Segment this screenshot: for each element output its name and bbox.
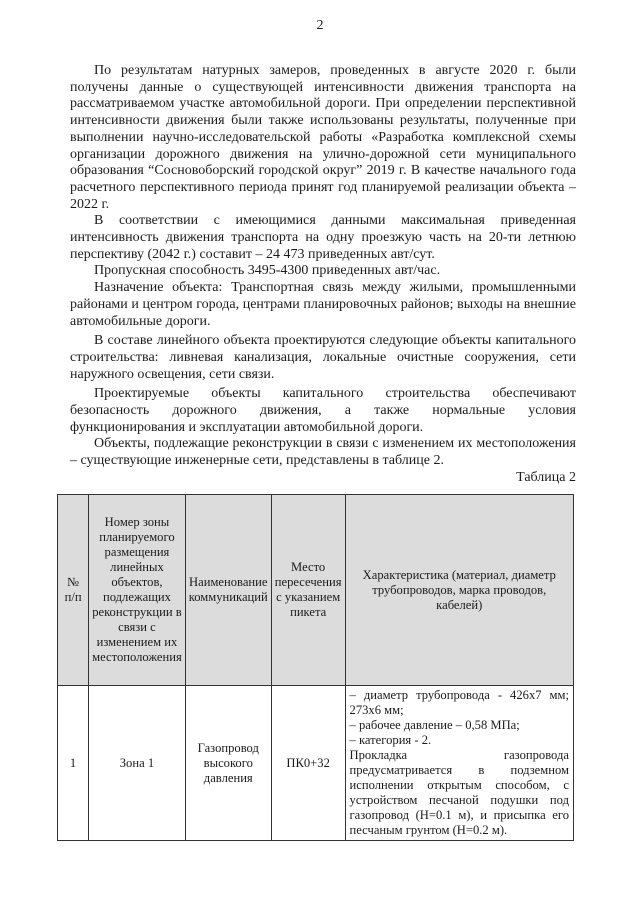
paragraph-relocation: Объекты, подлежащие реконструкции в связи с изменением их местоположения – существующие инженерные сети, представлены в таблице 2. xyxy=(70,436,576,469)
header-crossing-place: Место пересечения с указанием пикета xyxy=(271,495,345,686)
cell-crossing-place: ПК0+32 xyxy=(271,686,345,841)
paragraph-traffic-survey: По результатам натурных замеров, проведенных в августе 2020 г. были получены данные о существующей интенсивности движения транспорта на рассматриваемом участке автомобильной дороги. При определении перспективной интенсивности движения были также использованы результаты, полученные при выполнении научно-исследовательской работы «Разработка комплексной схемы организации дорожного движения на улично-дорожной сети муниципального образования “Сосновоборский городской округ” 2019 г. В качестве начального года расчетного перспективного периода принят год планируемой реализации объекта – 2022 г. xyxy=(70,63,576,212)
cell-number: 1 xyxy=(58,686,89,841)
characteristic-category: – категория - 2. xyxy=(349,733,432,747)
header-characteristics: Характеристика (материал, диаметр трубопроводов, марка проводов, кабелей) xyxy=(345,495,573,686)
cell-characteristics xyxy=(345,686,573,841)
characteristic-installation: Прокладка газопровода предусматривается в подземном исполнении открытым способом, с устройством песчаной подушки под газопровод (Н=0.1 м), и присыпка его песчаным грунтом (Н=0.2 м). xyxy=(349,748,569,837)
paragraph-composition: В составе линейного объекта проектируются следующие объекты капитального строительства: ливневая канализация, локальные очистные сооружения, сети наружного освещения, сети связи. xyxy=(70,333,576,382)
page-number: 2 xyxy=(316,18,324,33)
header-number: № п/п xyxy=(58,495,89,686)
paragraph-purpose: Назначение объекта: Транспортная связь между жилыми, промышленными районами и центром города, центрами планировочных районов; выходы на внешние автомобильные дороги. xyxy=(70,280,576,329)
table-header-row xyxy=(58,495,574,686)
characteristic-diameter: – диаметр трубопровода - 426х7 мм; 273х6 мм; xyxy=(349,688,569,717)
header-zone: Номер зоны планируемого размещения линейных объектов, подлежащих реконструкции в связи с изменением их местоположения xyxy=(89,495,186,686)
paragraph-capacity: Пропускная способность 3495-4300 приведенных авт/час. xyxy=(94,263,441,279)
header-utility-name: Наименование коммуникаций xyxy=(185,495,271,686)
table-caption: Таблица 2 xyxy=(516,469,576,485)
cell-zone: Зона 1 xyxy=(89,686,186,841)
paragraph-safety: Проектируемые объекты капитального строительства обеспечивают безопасность дорожного движения, а также нормальные условия функционирования и эксплуатации автомобильной дороги. xyxy=(70,386,576,435)
paragraph-traffic-intensity: В соответствии с имеющимися данными максимальная приведенная интенсивность движения транспорта на одну проезжую часть на 20-ти летнюю перспективу (2042 г.) составит – 24 473 приведенных авт/сут. xyxy=(70,213,576,262)
characteristic-pressure: – рабочее давление – 0,58 МПа; xyxy=(349,718,520,732)
table-row xyxy=(58,686,574,841)
cell-utility-name: Газопровод высокого давления xyxy=(185,686,271,841)
body-text xyxy=(70,63,576,487)
relocation-table xyxy=(57,494,574,841)
